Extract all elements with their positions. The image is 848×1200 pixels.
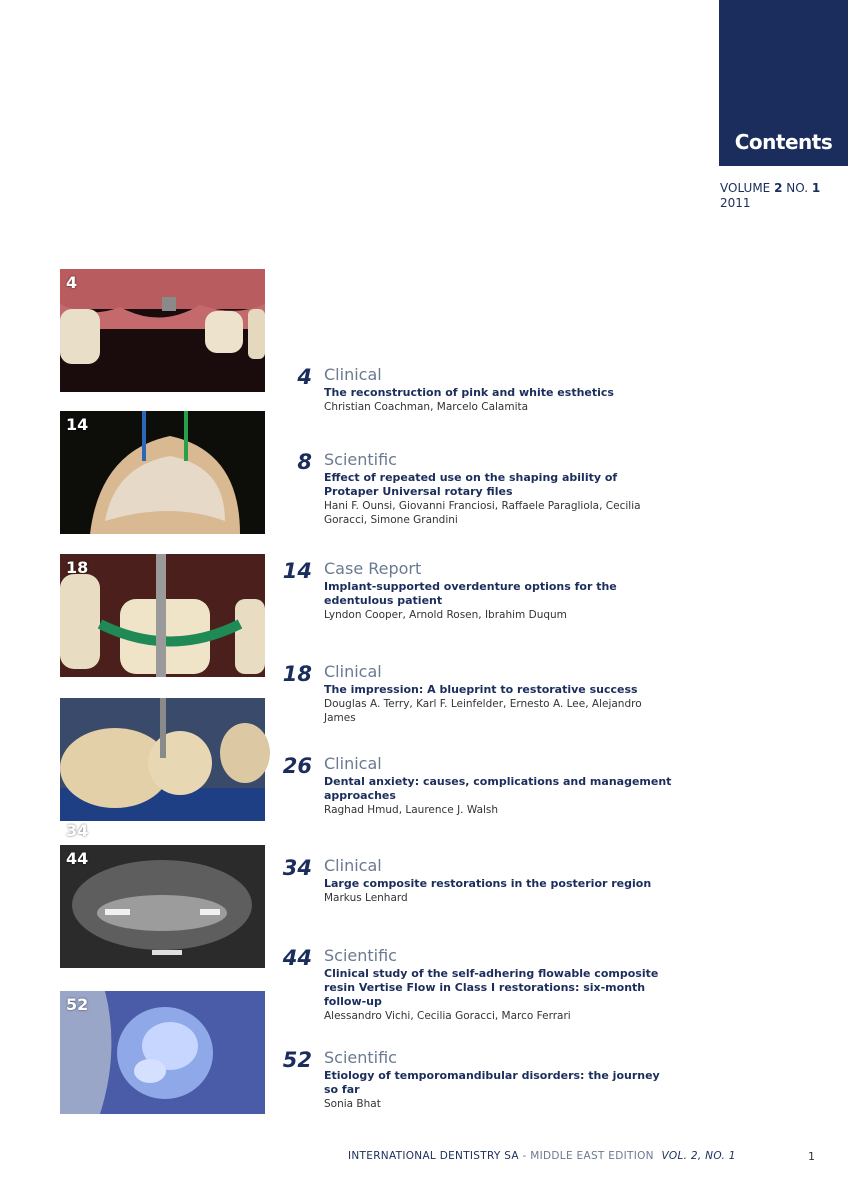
impression-tooth-photo <box>60 554 265 677</box>
entry-category: Clinical <box>324 856 382 875</box>
entry-title[interactable]: The reconstruction of pink and white esthetics <box>324 386 614 399</box>
entry-page-number: 8 <box>297 450 312 474</box>
volume-number: 2 <box>774 181 783 195</box>
uv-molar-photo <box>60 991 265 1114</box>
entry-authors: Christian Coachman, Marcelo Calamita <box>324 401 529 413</box>
entry-title[interactable]: Etiology of temporomandibular disorders: the journey so far <box>324 1069 660 1096</box>
thumbnail-label: 4 <box>66 273 78 292</box>
entry-authors: Douglas A. Terry, Karl F. Leinfelder, Ernesto A. Lee, Alejandro James <box>324 698 642 724</box>
footer-separator: - <box>518 1150 531 1162</box>
entry-title[interactable]: The impression: A blueprint to restorative success <box>324 683 638 696</box>
palatal-guide-photo <box>60 411 265 534</box>
entry-page-number: 18 <box>282 662 312 686</box>
molar-restoration-photo <box>60 698 265 821</box>
entry-page-number: 14 <box>282 559 312 583</box>
entry-authors: Sonia Bhat <box>324 1098 381 1110</box>
page-title: Contents <box>734 130 833 154</box>
issue-label: NO. <box>786 181 809 195</box>
thumbnail-label: 18 <box>66 558 89 577</box>
entry-page-number: 52 <box>282 1048 312 1072</box>
thumbnail-label: 44 <box>66 849 89 868</box>
thumbnail-label: 34 <box>66 821 89 840</box>
edition-name: MIDDLE EAST EDITION <box>530 1150 654 1162</box>
thumbnail-label: 52 <box>66 995 89 1014</box>
entry-authors: Markus Lenhard <box>324 892 408 904</box>
entry-category: Scientific <box>324 946 397 965</box>
journal-name: INTERNATIONAL DENTISTRY SA <box>348 1150 519 1162</box>
issue-number: 1 <box>811 181 821 195</box>
entry-page-number: 34 <box>282 856 312 880</box>
thumbnail-52[interactable] <box>60 991 265 1114</box>
page-number: 1 <box>808 1150 815 1163</box>
entry-category: Scientific <box>324 450 397 469</box>
implant-gap-photo <box>60 269 265 392</box>
issue-info: VOL. 2, NO. 1 <box>661 1150 736 1162</box>
entry-title[interactable]: Implant-supported overdenture options for the edentulous patient <box>324 580 617 607</box>
entry-category: Scientific <box>324 1048 397 1067</box>
running-footer <box>348 1150 736 1162</box>
entry-page-number: 44 <box>282 946 312 970</box>
entry-page-number: 4 <box>297 365 312 389</box>
thumbnail-4[interactable] <box>60 269 265 392</box>
entry-title[interactable]: Effect of repeated use on the shaping ability of Protaper Universal rotary files <box>324 471 618 498</box>
entry-authors: Lyndon Cooper, Arnold Rosen, Ibrahim Duqum <box>324 609 567 621</box>
panoramic-xray <box>60 845 265 968</box>
thumbnail-18[interactable] <box>60 554 265 677</box>
entry-title[interactable]: Dental anxiety: causes, complications and management approaches <box>324 775 672 802</box>
volume-year: 2011 <box>720 196 751 210</box>
entry-category: Clinical <box>324 365 382 384</box>
thumbnail-14[interactable] <box>60 411 265 534</box>
thumbnail-34[interactable] <box>60 698 265 840</box>
entry-authors: Hani F. Ounsi, Giovanni Franciosi, Raffaele Paragliola, Cecilia Goracci, Simone Grandini <box>324 500 641 526</box>
volume-label: VOLUME <box>720 181 771 195</box>
thumbnail-44[interactable] <box>60 845 265 968</box>
entry-category: Case Report <box>324 559 422 578</box>
entry-title[interactable]: Large composite restorations in the posterior region <box>324 877 652 890</box>
entry-category: Clinical <box>324 662 382 681</box>
entry-title[interactable]: Clinical study of the self-adhering flowable composite resin Vertise Flow in Class I restorations: six-month follow-up <box>324 967 659 1008</box>
entry-category: Clinical <box>324 754 382 773</box>
entry-authors: Alessandro Vichi, Cecilia Goracci, Marco Ferrari <box>324 1010 571 1022</box>
entry-authors: Raghad Hmud, Laurence J. Walsh <box>324 804 499 816</box>
contents-header <box>719 0 848 166</box>
thumbnail-label: 14 <box>66 415 89 434</box>
volume-info <box>720 181 820 211</box>
entry-page-number: 26 <box>282 754 312 778</box>
